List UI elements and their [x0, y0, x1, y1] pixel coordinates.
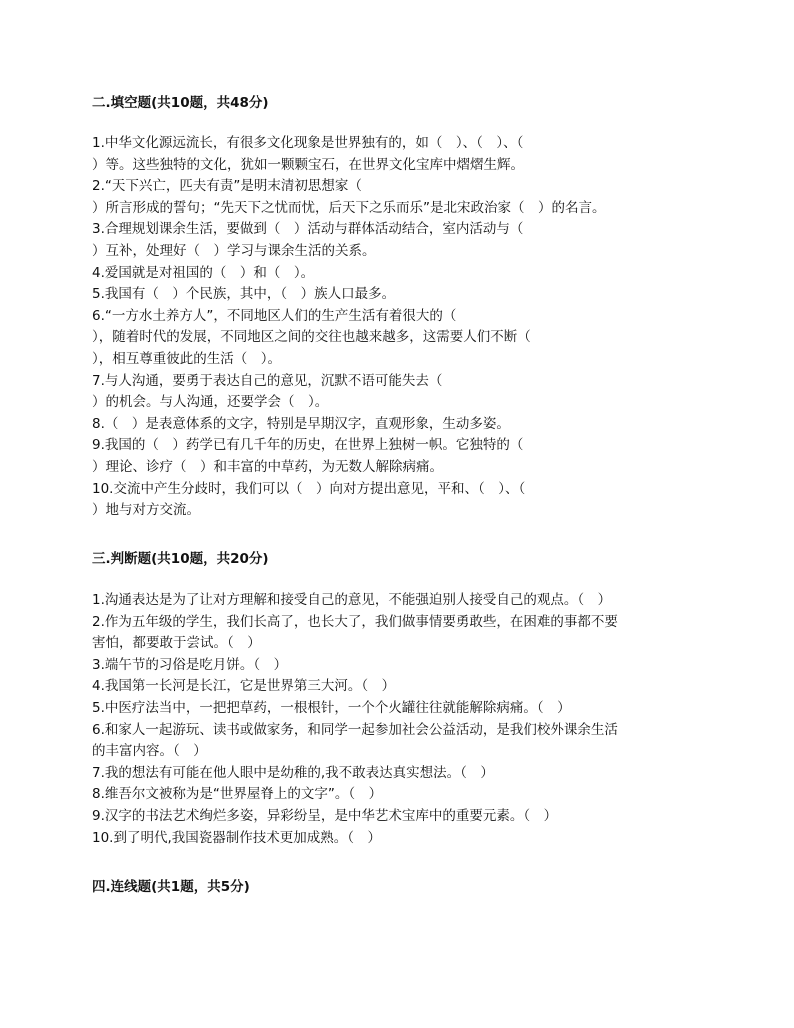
question-line: 2.作为五年级的学生，我们长高了，也长大了，我们做事情要勇敢些，在困难的事都不要 [92, 613, 618, 630]
question-line: 4.爱国就是对祖国的（ ）和（ ）。 [92, 264, 315, 281]
question-line: 10.交流中产生分歧时，我们可以（ ）向对方提出意见，平和、（ ）、（ [92, 480, 526, 497]
section-3-heading: 三.判断题(共10题，共20分) [92, 551, 269, 567]
question-line: 1.沟通表达是为了让对方理解和接受自己的意见，不能强迫别人接受自己的观点。（ ） [92, 592, 612, 608]
question-line: 2.“天下兴亡，匹夫有责”是明末清初思想家（ [92, 178, 362, 195]
question-line: 害怕，都要敢于尝试。（ ） [92, 635, 261, 652]
question-line: ）地与对方交流。 [92, 502, 200, 519]
question-line: 7.我的想法有可能在他人眼中是幼稚的,我不敢表达真实想法。（ ） [92, 764, 494, 781]
question-line: 10.到了明代,我国瓷器制作技术更加成熟。（ ） [92, 829, 382, 846]
question-line: ）互补，处理好（ ）学习与课余生活的关系。 [92, 242, 376, 259]
question-line: 7.与人沟通，要勇于表达自己的意见，沉默不语可能失去（ [92, 372, 443, 389]
true-false-questions [92, 590, 712, 849]
fill-in-blank-questions [92, 133, 712, 522]
question-line: ），随着时代的发展，不同地区之间的交往也越来越多，这需要人们不断（ [92, 329, 531, 346]
question-line: ）所言形成的誓句；“先天下之忧而忧，后天下之乐而乐”是北宋政治家（ ）的名言。 [92, 199, 606, 216]
question-line: 6.“一方水土养方人”，不同地区人们的生产生活有着很大的（ [92, 307, 457, 324]
question-line: 3.合理规划课余生活，要做到（ ）活动与群体活动结合，室内活动与（ [92, 221, 524, 238]
question-line: 9.汉字的书法艺术绚烂多姿，异彩纷呈，是中华艺术宝库中的重要元素。（ ） [92, 807, 558, 824]
question-line: 5.我国有（ ）个民族，其中，（ ）族人口最多。 [92, 286, 396, 303]
question-line: 3.端午节的习俗是吃月饼。（ ） [92, 656, 288, 673]
question-line: 1.中华文化源远流长，有很多文化现象是世界独有的，如（ ）、（ ）、（ [92, 135, 524, 151]
question-line: 8.维吾尔文被称为是“世界屋脊上的文字”。（ ） [92, 786, 383, 803]
question-line: ）理论、诊疗（ ）和丰富的中草药，为无数人解除病痛。 [92, 458, 443, 475]
question-line: 8.（ ）是表意体系的文字，特别是早期汉字，直观形象，生动多姿。 [92, 415, 510, 432]
question-line: 4.我国第一长河是长江，它是世界第三大河。（ ） [92, 678, 396, 695]
question-line: 9.我国的（ ）药学已有几千年的历史，在世界上独树一帜。它独特的（ [92, 437, 524, 454]
question-line: 的丰富内容。（ ） [92, 743, 207, 760]
section-4-heading: 四.连线题(共1题，共5分) [92, 879, 250, 895]
section-2-heading: 二.填空题(共10题，共48分) [92, 95, 269, 111]
question-line: ）的机会。与人沟通，还要学会（ ）。 [92, 394, 329, 411]
question-line: ）等。这些独特的文化，犹如一颗颗宝石，在世界文化宝库中熠熠生辉。 [92, 156, 524, 173]
question-line: 5.中医疗法当中，一把把草药，一根根针，一个个火罐往往就能解除病痛。（ ） [92, 699, 571, 716]
question-line: ），相互尊重彼此的生活（ ）。 [92, 350, 281, 367]
question-line: 6.和家人一起游玩、读书或做家务，和同学一起参加社会公益活动，是我们校外课余生活 [92, 721, 618, 738]
